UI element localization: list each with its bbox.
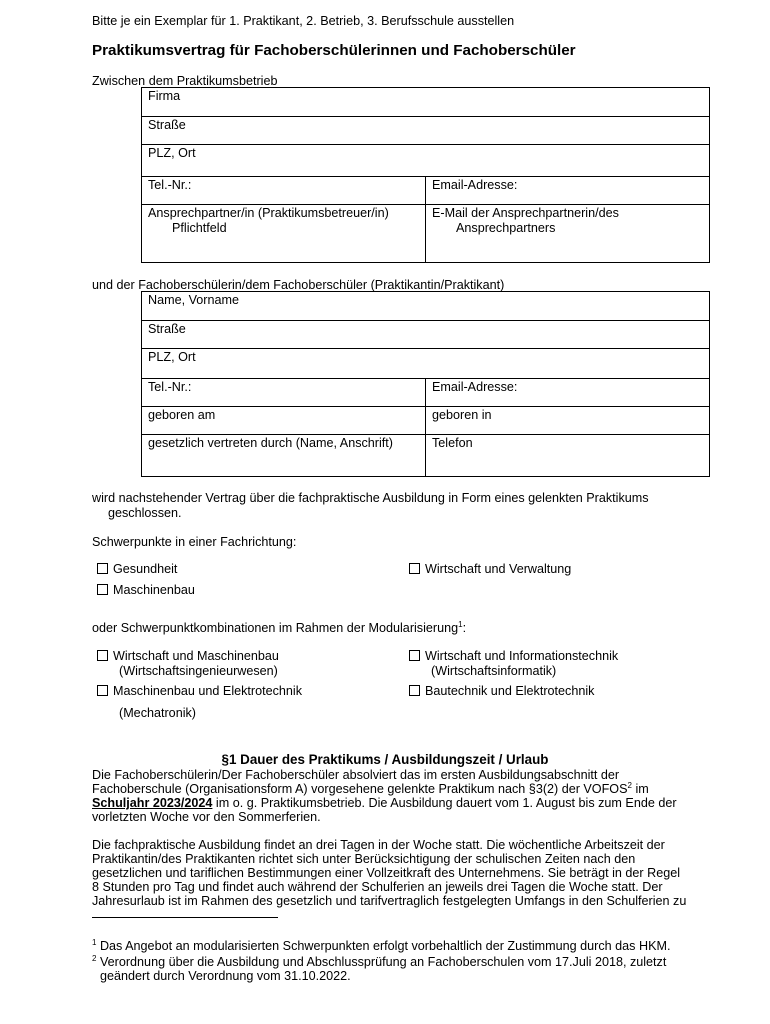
footnote-2-text-cont: geändert durch Verordnung vom 31.10.2022. bbox=[100, 969, 351, 983]
contact-email-label-cont: Ansprechpartners bbox=[456, 221, 556, 236]
option-wirtschaft-verwaltung[interactable] bbox=[409, 562, 571, 577]
bautechnik-elektrotechnik-checkbox[interactable] bbox=[409, 685, 420, 696]
student-plz-label: PLZ, Ort bbox=[148, 350, 196, 364]
footnote-2-text: Verordnung über die Ausbildung und Abschlussprüfung an Fachoberschulen vom 17.Juli 2018, zuletzt bbox=[96, 955, 667, 969]
option-maschinenbau-elektrotechnik[interactable] bbox=[97, 684, 302, 699]
p1-line2 bbox=[92, 780, 704, 797]
contract-statement-line1: wird nachstehender Vertrag über die fachpraktische Ausbildung in Form eines gelenkten Praktikums bbox=[92, 491, 649, 505]
student-name-field[interactable] bbox=[142, 292, 710, 321]
maschinenbau-label: Maschinenbau bbox=[113, 583, 195, 597]
wirtschaft-maschinenbau-checkbox[interactable] bbox=[97, 650, 108, 661]
footnote-2-mark: 2 bbox=[92, 953, 97, 963]
contract-statement bbox=[92, 491, 700, 521]
section1-paragraph1 bbox=[92, 769, 704, 825]
wirtschaft-maschinenbau-label: Wirtschaft und Maschinenbau bbox=[113, 649, 279, 663]
p1-line1: Die Fachoberschülerin/Der Fachoberschüler absolviert das im ersten Ausbildungsabschnitt der bbox=[92, 768, 620, 782]
company-plz-field[interactable] bbox=[142, 145, 710, 177]
p2-line5: Jahresurlaub ist im Rahmen des gesetzlich und tarifvertraglich festgelegten Umfangs in den Schulferien zu bbox=[92, 893, 687, 908]
student-tel-field[interactable] bbox=[142, 379, 426, 407]
section1-title: §1 Dauer des Praktikums / Ausbildungszeit / Urlaub bbox=[221, 752, 549, 767]
contract-statement-line2: geschlossen. bbox=[108, 506, 182, 521]
wirtschaft-informationstechnik-label: Wirtschaft und Informationstechnik bbox=[425, 649, 619, 663]
student-intro: und der Fachoberschülerin/dem Fachoberschüler (Praktikantin/Praktikant) bbox=[92, 278, 505, 292]
company-plz-label: PLZ, Ort bbox=[148, 146, 196, 160]
section1-paragraph2 bbox=[92, 839, 704, 909]
company-intro: Zwischen dem Praktikumsbetrieb bbox=[92, 74, 278, 88]
gesundheit-checkbox[interactable] bbox=[97, 563, 108, 574]
p2-line2: Praktikantin/des Praktikanten richtet sich unter Berücksichtigung der schulischen Zeiten nach den bbox=[92, 851, 636, 866]
option-wirtschaft-informationstechnik[interactable] bbox=[409, 649, 618, 679]
company-street-field[interactable] bbox=[142, 117, 710, 145]
student-name-label: Name, Vorname bbox=[148, 293, 239, 307]
guardian-label: gesetzlich vertreten durch (Name, Anschrift) bbox=[148, 436, 393, 450]
company-email-field[interactable] bbox=[426, 177, 710, 205]
birth-place-field[interactable] bbox=[426, 407, 710, 435]
option-gesundheit[interactable] bbox=[97, 562, 177, 577]
contact-email-field[interactable] bbox=[426, 205, 710, 263]
wirtschaft-verwaltung-label: Wirtschaft und Verwaltung bbox=[425, 562, 572, 576]
p2-line4: 8 Stunden pro Tag und findet auch während der Schulferien an jeweils drei Tagen die Woche statt. Der bbox=[92, 879, 663, 894]
required-field-note: Pflichtfeld bbox=[172, 221, 227, 236]
combination-heading bbox=[92, 621, 466, 636]
footnote-1 bbox=[92, 939, 704, 953]
company-street-label: Straße bbox=[148, 118, 186, 132]
contact-person-label: Ansprechpartner/in (Praktikumsbetreuer/in) bbox=[148, 206, 389, 220]
guardian-phone-label: Telefon bbox=[432, 436, 473, 450]
birth-date-label: geboren am bbox=[148, 408, 216, 422]
footnote-1-text: Das Angebot an modularisierten Schwerpunkten erfolgt vorbehaltlich der Zustimmung durch das HKM. bbox=[96, 939, 671, 953]
student-street-label: Straße bbox=[148, 322, 186, 336]
student-email-field[interactable] bbox=[426, 379, 710, 407]
guardian-phone-field[interactable] bbox=[426, 435, 710, 477]
specialization-heading: Schwerpunkte in einer Fachrichtung: bbox=[92, 535, 297, 549]
company-tel-field[interactable] bbox=[142, 177, 426, 205]
company-email-label: Email-Adresse: bbox=[432, 178, 518, 192]
company-tel-label: Tel.-Nr.: bbox=[148, 178, 192, 192]
mechatronik-label: (Mechatronik) bbox=[119, 706, 196, 720]
footnote-2 bbox=[92, 955, 704, 983]
student-tel-label: Tel.-Nr.: bbox=[148, 380, 192, 394]
firma-label: Firma bbox=[148, 89, 181, 103]
wirtschaftsinformatik-label: (Wirtschaftsinformatik) bbox=[431, 664, 557, 679]
p1-line3 bbox=[92, 797, 704, 811]
student-street-field[interactable] bbox=[142, 321, 710, 349]
company-table bbox=[141, 87, 710, 263]
maschinenbau-elektrotechnik-label: Maschinenbau und Elektrotechnik bbox=[113, 684, 303, 698]
student-table bbox=[141, 291, 710, 477]
guardian-field[interactable] bbox=[142, 435, 426, 477]
p1-line4: vorletzten Woche vor den Sommerferien. bbox=[92, 809, 321, 824]
maschinenbau-checkbox[interactable] bbox=[97, 584, 108, 595]
wirtschaft-verwaltung-checkbox[interactable] bbox=[409, 563, 420, 574]
combination-heading-text: oder Schwerpunktkombinationen im Rahmen der Modularisierung bbox=[92, 621, 459, 635]
contact-person-field[interactable] bbox=[142, 205, 426, 263]
student-email-label: Email-Adresse: bbox=[432, 380, 518, 394]
combination-heading-colon: : bbox=[462, 621, 467, 635]
wirtschaftsingenieurwesen-label: (Wirtschaftsingenieurwesen) bbox=[119, 664, 278, 679]
footnote-ref-1[interactable]: 1 bbox=[458, 619, 463, 629]
footnote-separator bbox=[92, 917, 278, 918]
school-year: Schuljahr 2023/2024 bbox=[92, 795, 213, 810]
instruction-note: Bitte je ein Exemplar für 1. Praktikant, 2. Betrieb, 3. Berufsschule ausstellen bbox=[92, 14, 515, 28]
birth-place-label: geboren in bbox=[432, 408, 492, 422]
contact-email-label: E-Mail der Ansprechpartnerin/des bbox=[432, 206, 619, 220]
gesundheit-label: Gesundheit bbox=[113, 562, 178, 576]
footnote-1-mark: 1 bbox=[92, 937, 97, 947]
document-title: Praktikumsvertrag für Fachoberschülerinnen und Fachoberschüler bbox=[92, 42, 576, 59]
firma-field[interactable] bbox=[142, 88, 710, 117]
option-wirtschaft-maschinenbau[interactable] bbox=[97, 649, 279, 679]
maschinenbau-elektrotechnik-checkbox[interactable] bbox=[97, 685, 108, 696]
p2-line1: Die fachpraktische Ausbildung findet an drei Tagen in der Woche statt. Die wöchentliche Arbeitszeit der bbox=[92, 838, 665, 852]
p2-line3: gesetzlichen und tariflichen Bestimmungen einer Vollzeitkraft des Unternehmens. Sie beträgt in der Regel bbox=[92, 865, 681, 880]
student-plz-field[interactable] bbox=[142, 349, 710, 379]
wirtschaft-informationstechnik-checkbox[interactable] bbox=[409, 650, 420, 661]
p1-line3-text: im o. g. Praktikumsbetrieb. Die Ausbildung dauert vom 1. August bis zum Ende der bbox=[212, 795, 677, 810]
option-maschinenbau[interactable] bbox=[97, 583, 195, 598]
footnote-ref-2[interactable]: 2 bbox=[627, 780, 632, 790]
p1-line2-end: im bbox=[631, 781, 649, 796]
p1-line2-text: Fachoberschule (Organisationsform A) vorgesehene gelenkte Praktikum nach §3(2) der VOFOS bbox=[92, 781, 628, 796]
option-bautechnik-elektrotechnik[interactable] bbox=[409, 684, 594, 699]
birth-date-field[interactable] bbox=[142, 407, 426, 435]
bautechnik-elektrotechnik-label: Bautechnik und Elektrotechnik bbox=[425, 684, 595, 698]
